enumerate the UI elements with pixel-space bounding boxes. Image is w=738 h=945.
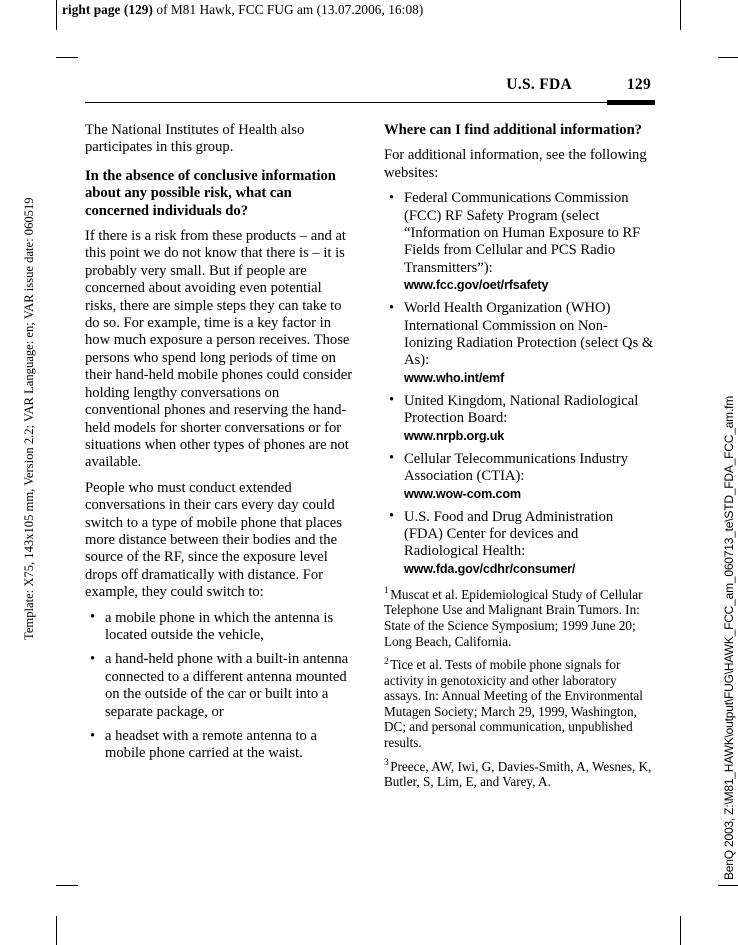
footnote-text: Preece, AW, Iwi, G, Davies-Smith, A, Wesnes, K, Butler, S, Lim, E, and Varey, A.	[384, 758, 652, 790]
left-intro-paragraph: The National Institutes of Health also participates in this group.	[85, 122, 305, 156]
bullet-icon: •	[389, 508, 395, 524]
left-vertical-slug: Template: X75, 143x105 mm, Version 2.2; VAR Language: en; VAR issue date: 060519	[22, 197, 36, 640]
left-paragraph-1: If there is a risk from these products – and at this point we do not know that there is – it is probably very small. But if people are concerned about avoiding even potential risks, there are simple steps they can take to do so. For example, time is a key factor in how much exposure a person receives. Those persons who spend long periods of time on their hand-held mobile phones could consider holding lengthy conversations on conventional phones and reserving the hand-held models for shorter conversations or for situations when other types of phones are not available.	[85, 228, 353, 471]
bullet-icon: •	[90, 609, 96, 626]
right-column	[384, 122, 655, 790]
list-item	[85, 610, 356, 645]
right-vertical-slug: BenQ 2003, Z:\M81_HAWK\output\FUG\HAWK_FCC_am_060713_te\STD_FDA_FCC_am.fm	[722, 395, 736, 880]
footnote	[384, 657, 655, 751]
list-item	[384, 300, 655, 386]
crop-mark-bottom-left-vertical	[56, 916, 57, 945]
website-link[interactable]: www.fcc.gov/oet/rfsafety	[404, 278, 549, 293]
bullet-icon: •	[389, 299, 395, 316]
right-bullet-list	[384, 190, 655, 577]
list-item-text: Cellular Telecommunications Industry Association (CTIA):	[404, 450, 629, 485]
website-link[interactable]: www.wow-com.com	[404, 486, 521, 501]
list-item-text: United Kingdom, National Radiological Protection Board:	[404, 392, 639, 427]
footnote-text: Muscat et al. Epidemiological Study of Cellular Telephone Use and Malignant Brain Tumors. In: State of the Science Symposium; 1999 June 20; Long Beach, California.	[384, 586, 643, 649]
bullet-icon: •	[389, 450, 395, 467]
list-item	[85, 728, 356, 763]
list-item	[384, 393, 655, 444]
footnote	[384, 587, 655, 649]
left-bullet-list	[85, 610, 356, 763]
website-link[interactable]: www.fda.gov/cdhr/consumer/	[404, 561, 576, 576]
running-header	[85, 70, 655, 100]
top-slug-rest: of M81 Hawk, FCC FUG am (13.07.2006, 16:08)	[152, 2, 424, 17]
website-link[interactable]: www.who.int/emf	[404, 370, 505, 385]
crop-mark-top-left-vertical	[56, 0, 57, 30]
top-slug-bold: right page (129)	[62, 2, 153, 17]
footnote-text: Tice et al. Tests of mobile phone signals for activity in genotoxicity and other laboratory assays. In: Annual Meeting of the Environmental Mutagen Society; March 29, 1999, Washington, DC; and personal communication, unpublished results.	[384, 657, 643, 751]
crop-mark-right-horizontal-top	[718, 57, 738, 58]
list-item-text: a hand-held phone with a built-in antenna connected to a different antenna mounted on the outside of the car or built into a separate package, or	[105, 651, 349, 720]
left-paragraph-2: People who must conduct extended conversations in their cars every day could switch to a type of mobile phone that places more distance between their bodies and the source of the RF, since the exposure level drops off dramatically with distance. For example, they could switch to:	[85, 479, 342, 601]
crop-mark-top-right-vertical	[680, 0, 681, 30]
bullet-icon: •	[90, 727, 96, 744]
header-title: U.S. FDA	[506, 76, 572, 93]
header-rule-thin	[85, 102, 655, 103]
right-paragraph-1: For additional information, see the following websites:	[384, 147, 647, 181]
page-number: 129	[626, 76, 651, 93]
footnote-marker: 2	[384, 656, 389, 667]
footnotes-block	[384, 587, 655, 790]
list-item	[384, 190, 655, 293]
bullet-icon: •	[389, 392, 395, 409]
footnote-marker: 1	[384, 586, 389, 597]
left-column-heading: In the absence of conclusive information about any possible risk, what can concerned individuals do?	[85, 167, 336, 219]
left-column	[85, 122, 356, 771]
list-item-text: a mobile phone in which the antenna is located outside the vehicle,	[105, 609, 334, 643]
bullet-icon: •	[90, 650, 96, 667]
two-column-layout	[85, 122, 655, 790]
list-item	[85, 651, 356, 721]
list-item-text: World Health Organization (WHO) International Commission on Non-Ionizing Radiation Protection (select Qs & As):	[404, 300, 654, 369]
footnote	[384, 759, 655, 790]
crop-mark-bottom-right-vertical	[680, 916, 681, 945]
footnote-marker: 3	[384, 758, 389, 769]
right-column-heading: Where can I find additional information?	[384, 122, 642, 138]
header-rule	[85, 100, 655, 106]
list-item-text: a headset with a remote antenna to a mobile phone carried at the waist.	[105, 728, 317, 762]
list-item-text: U.S. Food and Drug Administration (FDA) Center for devices and Radiological Health:	[404, 508, 614, 560]
page-body	[85, 70, 655, 790]
crop-mark-right-horizontal-bottom	[718, 885, 738, 886]
bullet-icon: •	[389, 189, 395, 206]
header-rule-thick	[607, 100, 655, 105]
list-item-text: Federal Communications Commission (FCC) RF Safety Program (select “Information on Human Exposure to RF Fields from Cellular and PCS Radio Transmitters”):	[404, 190, 641, 276]
crop-mark-left-horizontal-top	[56, 57, 78, 58]
crop-mark-left-horizontal-bottom	[56, 885, 78, 886]
website-link[interactable]: www.nrpb.org.uk	[404, 428, 505, 443]
list-item	[384, 451, 655, 502]
list-item	[384, 509, 655, 577]
top-slug-line	[62, 2, 423, 18]
